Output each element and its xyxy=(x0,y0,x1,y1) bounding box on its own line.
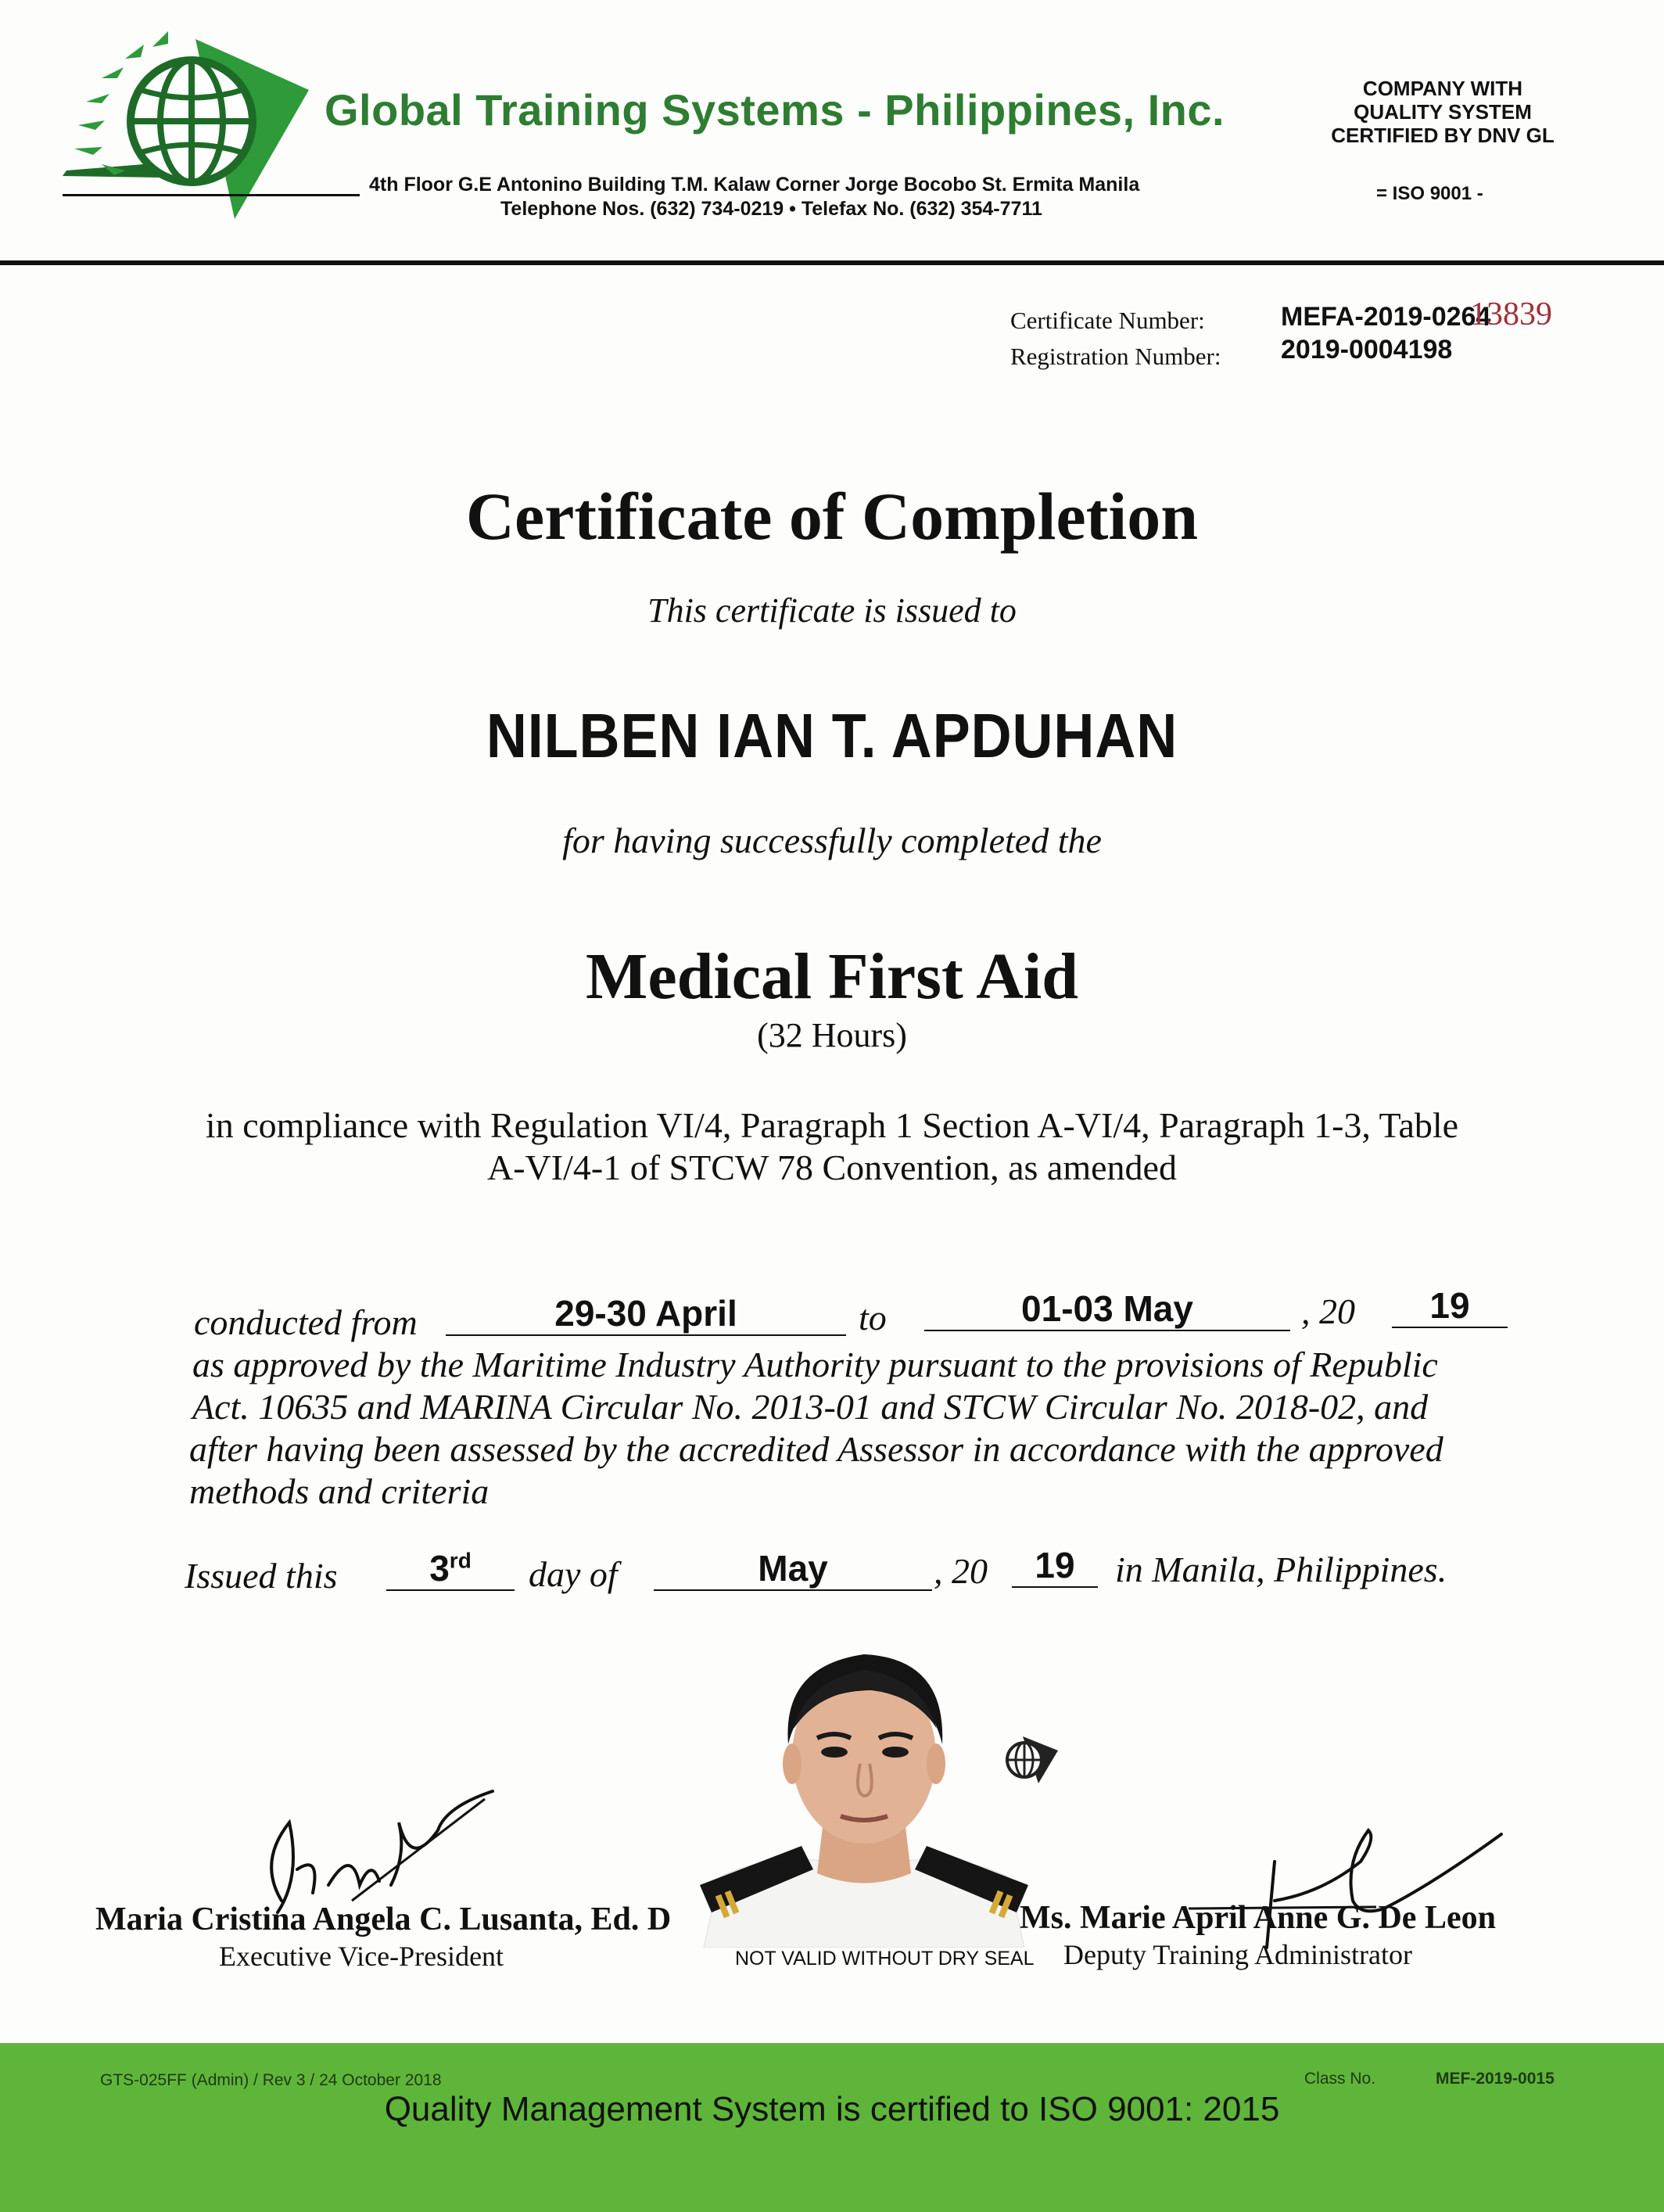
compliance-line-1: in compliance with Regulation VI/4, Paragraph 1 Section A-VI/4, Paragraph 1-3, Table xyxy=(205,1105,1459,1145)
year-prefix: , 20 xyxy=(1301,1291,1355,1331)
issued-place: in Manila, Philippines. xyxy=(1115,1549,1447,1589)
class-number-label: Class No. xyxy=(1304,2070,1376,2088)
conducted-to-value: 01-03 May xyxy=(924,1287,1290,1331)
issued-day-number: 3 xyxy=(429,1548,450,1589)
company-name: Global Training Systems - Philippines, Inc. xyxy=(325,85,1225,135)
issued-to-text: This certificate is issued to xyxy=(647,591,1017,630)
quality-line-2: QUALITY SYSTEM xyxy=(1354,100,1532,124)
conducted-year: 19 xyxy=(1392,1284,1508,1328)
completion-text: for having successfully completed the xyxy=(562,821,1102,860)
recipient-name: NILBEN IAN T. APDUHAN xyxy=(486,701,1178,770)
address-rule xyxy=(63,194,360,196)
quality-line-3: CERTIFIED BY DNV GL xyxy=(1331,124,1555,147)
quality-line-1: COMPANY WITH xyxy=(1362,77,1523,100)
course-name: Medical First Aid xyxy=(586,940,1078,1013)
approval-line-2: Act. 10635 and MARINA Circular No. 2013-01 and STCW Circular No. 2018-02, and xyxy=(192,1387,1429,1427)
registration-number-label: Registration Number: xyxy=(1010,343,1221,370)
certificate-number-value: MEFA-2019-0264 xyxy=(1281,302,1491,332)
registration-number-value: 2019-0004198 xyxy=(1281,335,1453,364)
left-signatory-title: Executive Vice-President xyxy=(219,1941,504,1972)
right-signatory-name: Ms. Marie April Anne G. De Leon xyxy=(1020,1900,1496,1936)
conducted-from-label: conducted from xyxy=(194,1302,418,1342)
course-hours: (32 Hours) xyxy=(757,1016,907,1054)
certificate-stamp-number: 13839 xyxy=(1470,296,1552,332)
approval-line-1: as approved by the Maritime Industry Authority pursuant to the provisions of Republic xyxy=(192,1345,1438,1384)
certificate-number-label: Certificate Number: xyxy=(1010,307,1205,334)
issued-year: 19 xyxy=(1012,1544,1098,1588)
left-signatory-name: Maria Cristina Angela C. Lusanta, Ed. D xyxy=(95,1901,672,1937)
qms-statement: Quality Management System is certified to ISO 9001: 2015 xyxy=(384,2090,1280,2128)
approval-line-4: methods and criteria xyxy=(189,1471,490,1511)
form-code: GTS-025FF (Admin) / Rev 3 / 24 October 2018 xyxy=(100,2071,442,2089)
issued-year-prefix: , 20 xyxy=(934,1551,988,1591)
company-address: 4th Floor G.E Antonino Building T.M. Kalaw Corner Jorge Bocobo St. Ermita Manila xyxy=(369,174,1140,196)
dry-seal-globe-icon xyxy=(992,1729,1062,1791)
recipient-photo xyxy=(688,1611,1040,1948)
compliance-line-2: A-VI/4-1 of STCW 78 Convention, as amended xyxy=(487,1147,1177,1187)
globe-logo-icon xyxy=(55,16,321,239)
conducted-from-value: 29-30 April xyxy=(446,1292,846,1336)
iso-label: = ISO 9001 - xyxy=(1376,183,1483,204)
issued-day xyxy=(386,1547,515,1591)
day-of-label: day of xyxy=(529,1554,618,1594)
header-divider xyxy=(0,260,1664,265)
to-label: to xyxy=(859,1298,887,1338)
right-signatory-title: Deputy Training Administrator xyxy=(1063,1939,1413,1970)
issued-month: May xyxy=(654,1547,932,1591)
issued-this-label: Issued this xyxy=(185,1556,338,1596)
class-number-value: MEF-2019-0015 xyxy=(1436,2070,1555,2088)
quality-certification xyxy=(1298,77,1587,147)
issued-day-suffix: rd xyxy=(449,1548,472,1573)
certificate-title: Certificate of Completion xyxy=(465,479,1199,554)
approval-line-3: after having been assessed by the accredited Assessor in accordance with the approved xyxy=(189,1429,1443,1469)
company-phone: Telephone Nos. (632) 734-0219 • Telefax No. (632) 354-7711 xyxy=(500,198,1042,220)
dry-seal-note: NOT VALID WITHOUT DRY SEAL xyxy=(735,1948,1035,1970)
